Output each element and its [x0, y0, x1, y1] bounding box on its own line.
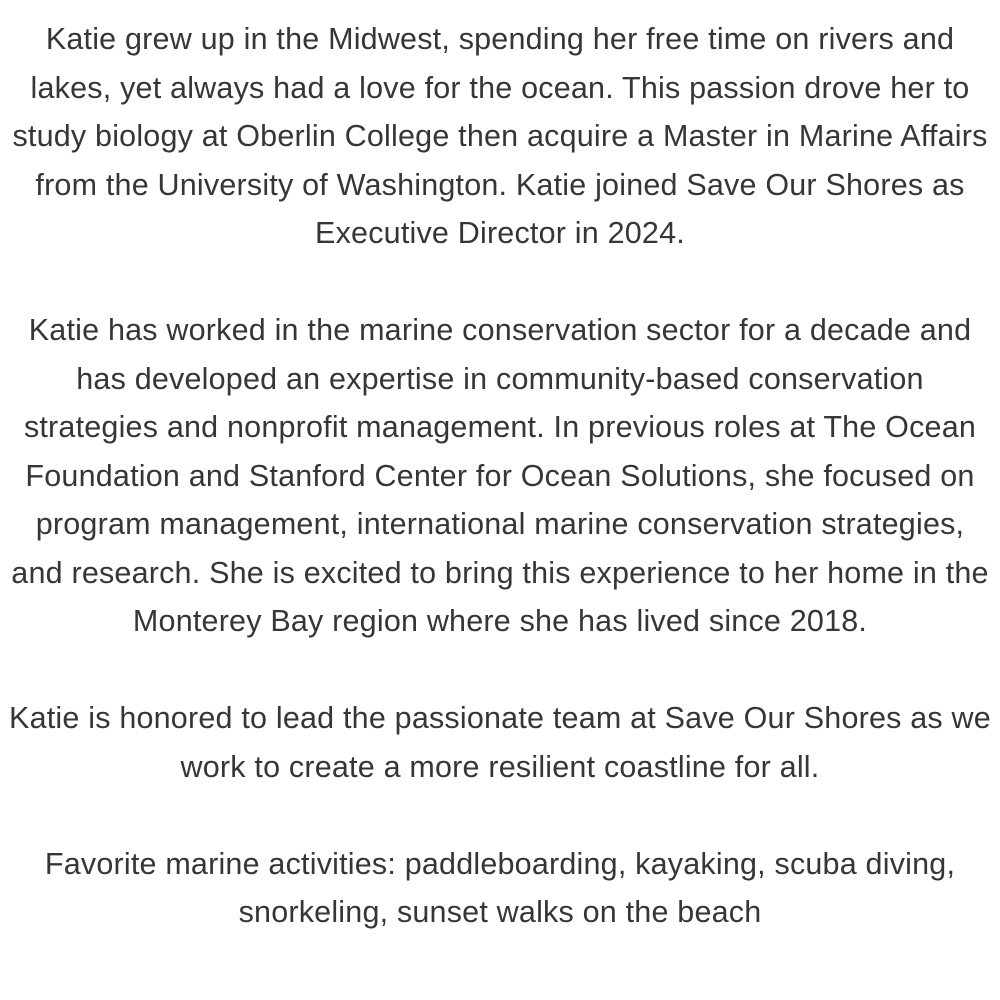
bio-paragraph-activities: Favorite marine activities: paddleboarding, kayaking, scuba diving, snorkeling, sunset walks on the beach: [44, 846, 956, 929]
bio-text-block: [8, 15, 992, 937]
bio-paragraph-background: Katie grew up in the Midwest, spending her free time on rivers and lakes, yet always had a love for the ocean. This passion drove her to study biology at Oberlin College then acquire a Master in Marine Affairs from the University of Washington. Katie joined Save Our Shores as Executive Director in 2024.: [12, 22, 988, 250]
bio-paragraph-experience: Katie has worked in the marine conservation sector for a decade and has developed an expertise in community-based conservation strategies and nonprofit management. In previous roles at The Ocean Foundation and Stanford Center for Ocean Solutions, she focused on program management, international marine conservation strategies, and research. She is excited to bring this experience to her home in the Monterey Bay region where she has lived since 2018.: [11, 313, 989, 638]
bio-paragraph-mission: Katie is honored to lead the passionate team at Save Our Shores as we work to create a more resilient coastline for all.: [9, 701, 991, 784]
